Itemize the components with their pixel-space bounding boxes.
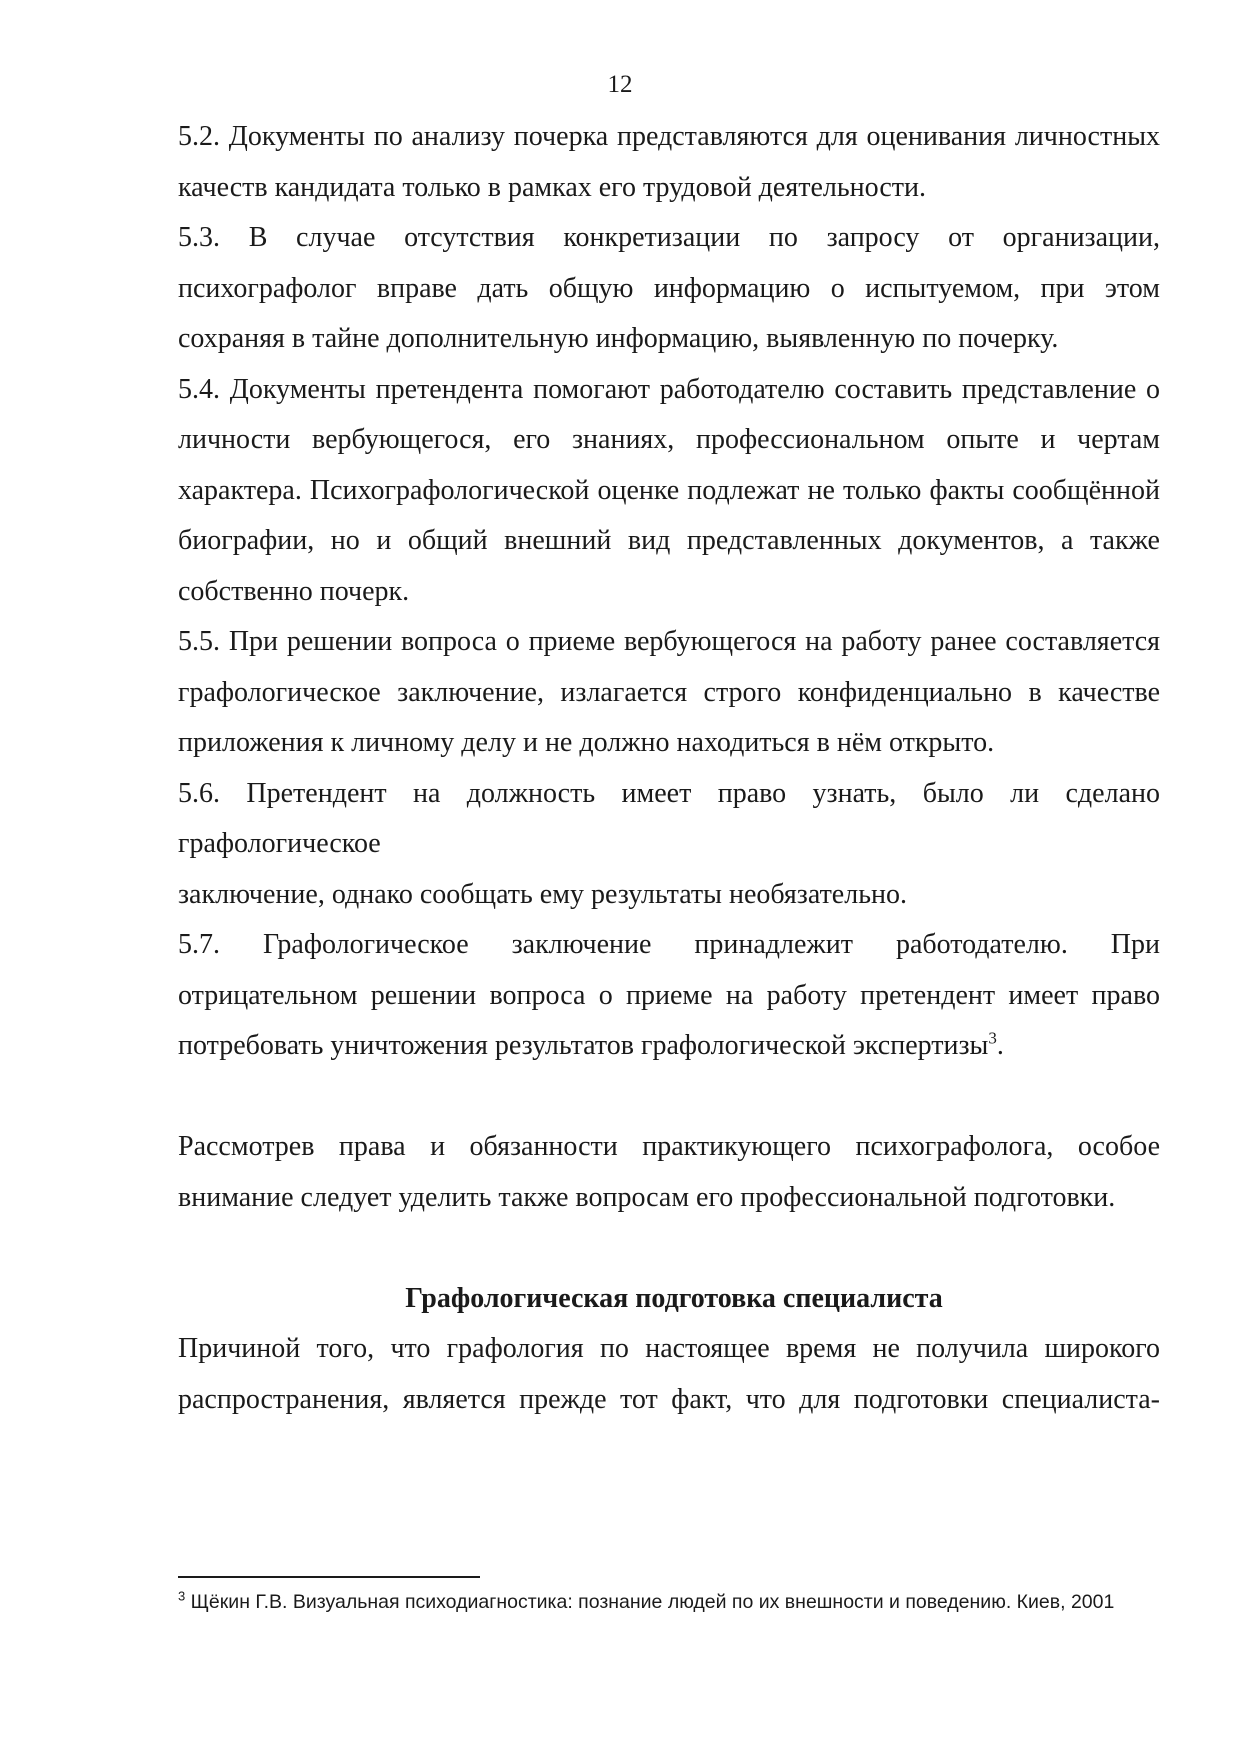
paragraph-5-7-text: 5.7. Графологическое заключение принадлежит работодателю. При отрицательном решении вопроса о приеме на работу претендент имеет право потребовать уничтожения результатов графологической экспертизы xyxy=(178,929,1160,1061)
paragraph-review: Рассмотрев права и обязанности практикующего психографолога, особое внимание следует уделить также вопросам его профессиональной подготовки. xyxy=(178,1131,1160,1213)
footnote-separator xyxy=(178,1576,480,1578)
paragraph-5-2: 5.2. Документы по анализу почерка представляются для оценивания личностных качеств кандидата только в рамках его трудовой деятельности. xyxy=(178,121,1160,203)
footnote-reference: 3 xyxy=(988,1028,997,1048)
paragraph-5-6-part-2: заключение, однако сообщать ему результаты необязательно. xyxy=(178,878,907,910)
page-number: 12 xyxy=(607,71,633,98)
blank-line xyxy=(178,1072,1160,1123)
footnote-text: Щёкин Г.В. Визуальная психодиагностика: познание людей по их внешности и поведению. Киев, 2001 xyxy=(185,1591,1115,1613)
paragraph-5-5: 5.5. При решении вопроса о приеме вербующегося на работу ранее составляется графологическое заключение, излагается строго конфиденциально в качестве приложения к личному делу и не должно находиться в нём открыто. xyxy=(178,626,1160,758)
section-heading: Графологическая подготовка специалиста xyxy=(405,1282,943,1314)
paragraph-cause: Причиной того, что графология по настоящее время не получила широкого распространения, является прежде тот факт, что для подготовки специалиста- xyxy=(178,1333,1160,1415)
footnote-mark: 3 xyxy=(178,1588,186,1604)
document-body xyxy=(178,112,1160,1425)
paragraph-5-6-part-1: 5.6. Претендент на должность имеет право узнать, было ли сделано графологическое xyxy=(178,777,1160,859)
paragraph-5-7-end: . xyxy=(996,1030,1004,1061)
footnote xyxy=(178,1589,1160,1616)
paragraph-5-4: 5.4. Документы претендента помогают работодателю составить представление о личности вербующегося, его знаниях, профессиональном опыте и чертам характера. Психографологической оценке подлежат не только факты сообщённой биографии, но и общий внешний вид представленных документов, а также собственно почерк. xyxy=(178,373,1160,607)
paragraph-5-7 xyxy=(178,920,1160,1072)
paragraph-5-3: 5.3. В случае отсутствия конкретизации по запросу от организации, психографолог вправе дать общую информацию о испытуемом, при этом сохраняя в тайне дополнительную информацию, выявленную по почерку. xyxy=(178,222,1160,354)
blank-line xyxy=(178,1223,1160,1274)
